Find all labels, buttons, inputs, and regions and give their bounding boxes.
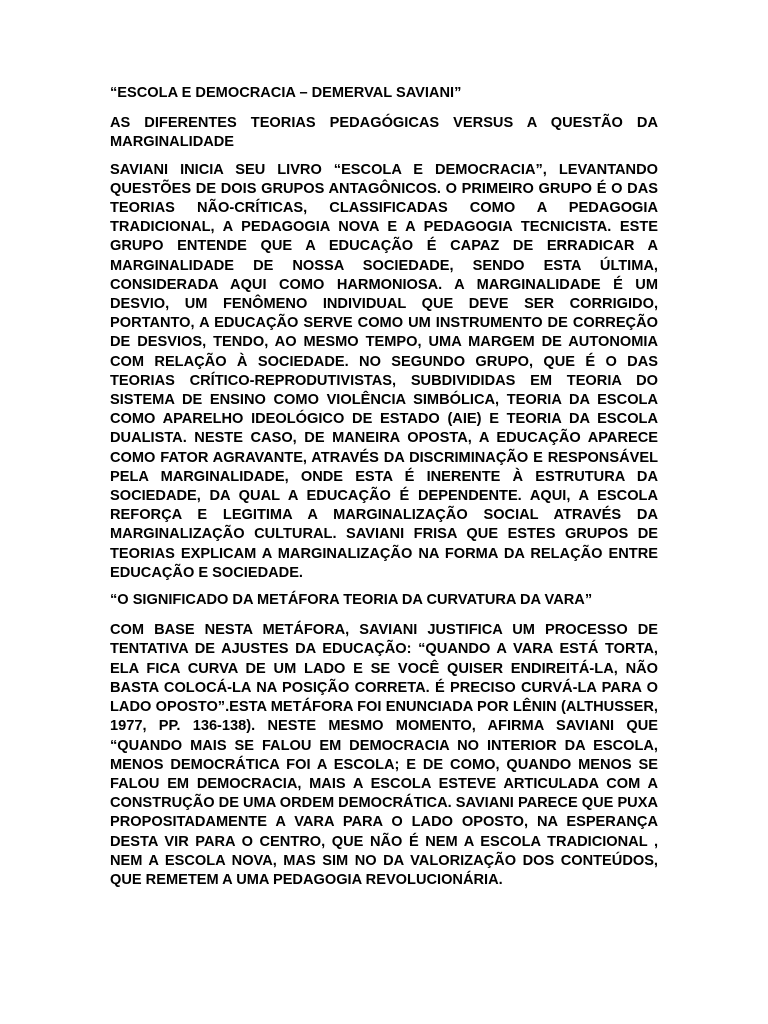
paragraph-theories: SAVIANI INICIA SEU LIVRO “ESCOLA E DEMOCRACIA”, LEVANTANDO QUESTÕES DE DOIS GRUPOS ANTAGÔNICOS. O PRIMEIRO GRUPO É O DAS TEORIAS NÃO-CRÍTICAS, CLASSIFICADAS COMO A PEDAGOGIA TRADICIONAL, A PEDAGOGIA NOVA E A PEDAGOGIA TECNICISTA. ESTE GRUPO ENTENDE QUE A EDUCAÇÃO É CAPAZ DE ERRADICAR A MARGINALIDADE DE NOSSA SOCIEDADE, SENDO ESTA ÚLTIMA, CONSIDERADA AQUI COMO HARMONIOSA. A MARGINALIDADE É UM DESVIO, UM FENÔMENO INDIVIDUAL QUE DEVE SER CORRIGIDO, PORTANTO, A EDUCAÇÃO SERVE COMO UM INSTRUMENTO DE CORREÇÃO DE DESVIOS, TENDO, AO MESMO TEMPO, UMA MARGEM DE AUTONOMIA COM RELAÇÃO À SOCIEDADE. NO SEGUNDO GRUPO, QUE É O DAS TEORIAS CRÍTICO-REPRODUTIVISTAS, SUBDIVIDIDAS EM TEORIA DO SISTEMA DE ENSINO COMO VIOLÊNCIA SIMBÓLICA, TEORIA DA ESCOLA COMO APARELHO IDEOLÓGICO DE ESTADO (AIE) E TEORIA DA ESCOLA DUALISTA. NESTE CASO, DE MANEIRA OPOSTA, A EDUCAÇÃO APARECE COMO FATOR AGRAVANTE, ATRAVÉS DA DISCRIMINAÇÃO E RESPONSÁVEL PELA MARGINALIDADE, ONDE ESTA É INERENTE À ESTRUTURA DA SOCIEDADE, DA QUAL A EDUCAÇÃO É DEPENDENTE. AQUI, A ESCOLA REFORÇA E LEGITIMA A MARGINALIZAÇÃO SOCIAL ATRAVÉS DA MARGINALIZAÇÃO CULTURAL. SAVIANI FRISA QUE ESTES GRUPOS DE TEORIAS EXPLICAM A MARGINALIZAÇÃO NA FORMA DA RELAÇÃO ENTRE EDUCAÇÃO E SOCIEDADE. — [110, 161, 658, 581]
document-page — [110, 84, 658, 890]
paragraph-metaphor: COM BASE NESTA METÁFORA, SAVIANI JUSTIFICA UM PROCESSO DE TENTATIVA DE AJUSTES DA EDUCAÇÃO: “QUANDO A VARA ESTÁ TORTA, ELA FICA CURVA DE UM LADO E SE VOCÊ QUISER ENDIREITÁ-LA, NÃO BASTA COLOCÁ-LA NA POSIÇÃO CORRETA. É PRECISO CURVÁ-LA PARA O LADO OPOSTO”.ESTA METÁFORA FOI ENUNCIADA POR LÊNIN (ALTHUSSER, 1977, PP. 136-138). NESTE MESMO MOMENTO, AFIRMA SAVIANI QUE “QUANDO MAIS SE FALOU EM DEMOCRACIA NO INTERIOR DA ESCOLA, MENOS DEMOCRÁTICA FOI A ESCOLA; E DE COMO, QUANDO MENOS SE FALOU EM DEMOCRACIA, MAIS A ESCOLA ESTEVE ARTICULADA COM A CONSTRUÇÃO DE UMA ORDEM DEMOCRÁTICA. SAVIANI PARECE QUE PUXA PROPOSITADAMENTE A VARA PARA O LADO OPOSTO, NA ESPERANÇA DESTA VIR PARA O CENTRO, QUE NÃO É NEM A ESCOLA TRADICIONAL , NEM A ESCOLA NOVA, MAS SIM NO DA VALORIZAÇÃO DOS CONTEÚDOS, QUE REMETEM A UMA PEDAGOGIA REVOLUCIONÁRIA. — [110, 622, 658, 888]
section-heading-theories: AS DIFERENTES TEORIAS PEDAGÓGICAS VERSUS A QUESTÃO DA MARGINALIDADE — [110, 115, 658, 151]
document-title: “ESCOLA E DEMOCRACIA – DEMERVAL SAVIANI” — [110, 85, 462, 101]
section-heading-metaphor: “O SIGNIFICADO DA METÁFORA TEORIA DA CURVATURA DA VARA” — [110, 592, 593, 609]
